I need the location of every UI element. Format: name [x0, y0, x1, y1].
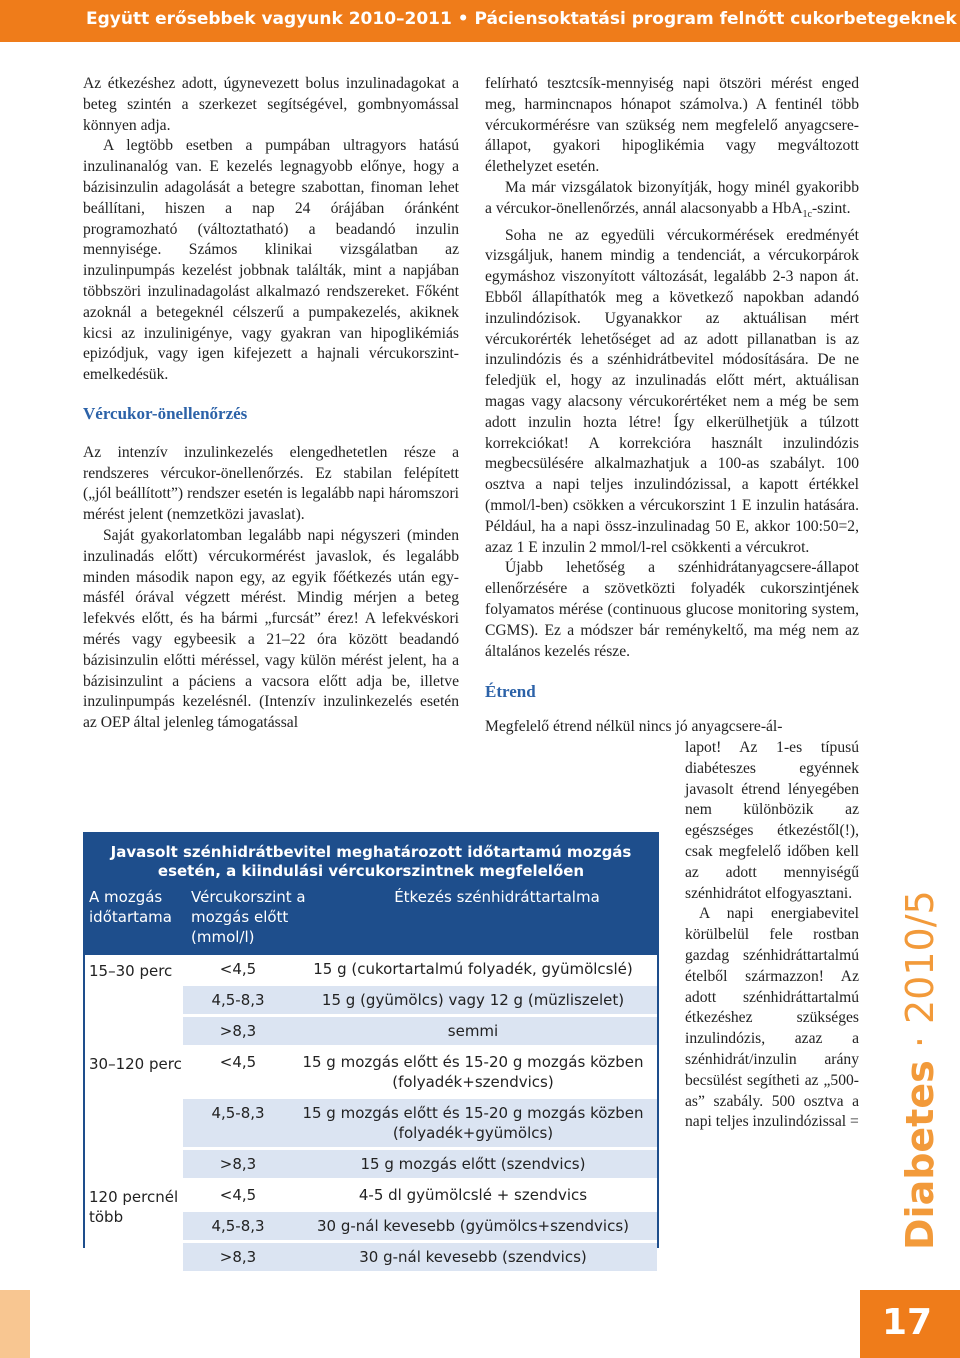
table-header-duration: A mozgás időtartama — [89, 888, 172, 926]
carb-value-cell: 4-5 dl gyümölcslé + szendvics — [358, 1186, 588, 1204]
table-row — [183, 1150, 657, 1181]
table-row — [183, 1212, 657, 1243]
glucose-level-cell: >8,3 — [219, 1155, 257, 1173]
journal-issue: · 2010/5 — [898, 890, 942, 1061]
left-column — [83, 74, 459, 734]
carb-value-cell: 15 g (gyümölcs) vagy 12 g (müzliszelet) — [321, 991, 625, 1009]
table-row — [183, 1099, 657, 1150]
group-duration-label: 120 percnél több — [85, 1181, 183, 1274]
table-row — [183, 1048, 657, 1099]
table-row — [183, 986, 657, 1017]
left-paragraph-2: A legtöbb esetben a pumpában ultragyors hatású inzulinanalóg van. E kezelés legnagyobb előnye, hogy a bázisinzulin adagolását a betegre szabottan, finoman lehet beállítani, hiszen a nap 24 órájában óránként programozható (változtatható) a beadandó inzulin mennyisége. Számos klinikai vizsgálatban az inzulinpumpás kezelést jobbnak találták, mint a napjában többszöri inzulinadagolást alkalmazó rendszereket. Főként azoknál a betegeknél célszerű a pumpakezelés, akiknek kicsi az inzulinigénye, vagy gyakran van hipoglikémiás epizódjuk, vagy igen kifejezett a hajnali vércukorszint-emelkedésük. — [83, 137, 459, 384]
right-paragraph-4: Újabb lehetőség a szénhidrátanyagcsere-állapot ellenőrzésére a szövetközti folyadék cukorszintjének folyamatos mérése (continuous glucose monitoring system, CGMS). Ez a módszer bár reménykeltő, ma még nem az általános kezelés része. — [485, 559, 859, 660]
table-header-row — [85, 887, 657, 955]
journal-sidebar-label — [898, 890, 942, 1250]
header-bar — [0, 0, 960, 42]
section-heading-diet: Étrend — [485, 682, 536, 702]
hba1c-subscript: 1c — [802, 208, 812, 220]
table-row — [183, 1017, 657, 1048]
left-paragraph-3: Az intenzív inzulinkezelés elengedhetetlen része a rendszeres vércukor-önellenőrzés. Ez stabilan felépített („jól beállított”) rendszer esetén is legalább napi háromszori mérést jelent (nemzetközi javaslat). — [83, 443, 459, 524]
diet-narrow-block — [685, 738, 859, 1133]
glucose-level-cell: 4,5-8,3 — [211, 991, 265, 1009]
carb-value-cell: 15 g (cukortartalmú folyadék, gyümölcslé) — [313, 960, 633, 978]
right-paragraph-2 — [485, 178, 859, 226]
table-header-carbs: Étkezés szénhidráttartalma — [394, 888, 600, 906]
carb-value-cell: 15 g mozgás előtt és 15-20 g mozgás közben (folyadék+gyümölcs) — [302, 1104, 644, 1142]
right-paragraph-1: felírható tesztcsík-mennyiség napi ötszöri mérést enged meg, harmincnapos hónapot számolva.) A fentinél több vércukormérésre van szükség nem megfelelő anyagcsere-állapot, gyakori hipoglikémia vagy megváltozott élethelyzet esetén. — [485, 75, 859, 176]
carb-exercise-table — [83, 832, 659, 1266]
left-paragraph-4: Saját gyakorlatomban legalább napi négyszeri (minden inzulinadás előtt) vércukormérést javaslok, és legalább minden második napon egy, az egyik főétkezés után egy-másfél órával végzett mérést. Mindig mérjen a beteg lefekvés előtt, és ha bármi „furcsát” érez! A lefekvéskori mérés vagy egybeesik a 21–22 óra között beadandó bázisinzulin előtti méréssel, vagy külön mérést jelent, ha a bázisinzulint a páciens a vacsora előtt adja be, illetve inzulinpumpás kezelésnél. (Intenzív inzulinkezelés esetén az OEP által jelenleg támogatással — [83, 526, 459, 732]
carb-value-cell: 30 g-nál kevesebb (szendvics) — [359, 1248, 587, 1266]
glucose-level-cell: >8,3 — [219, 1022, 257, 1040]
table-row — [183, 955, 657, 986]
table-row — [183, 1243, 657, 1274]
journal-name: Diabetes — [898, 1060, 942, 1250]
glucose-level-cell: <4,5 — [219, 1186, 257, 1204]
table-title: Javasolt szénhidrátbevitel meghatározott időtartamú mozgás esetén, a kiindulási vércukorszintnek megfelelően — [85, 834, 657, 887]
diet-paragraph-line1: Megfelelő étrend nélkül nincs jó anyagcsere-ál- — [485, 718, 783, 736]
glucose-level-cell: 4,5-8,3 — [211, 1217, 265, 1235]
table-row — [183, 1181, 657, 1212]
group-duration-label: 30–120 perc — [85, 1048, 183, 1181]
glucose-level-cell: >8,3 — [219, 1248, 257, 1266]
footer-corner-decoration — [0, 1290, 30, 1358]
glucose-level-cell: 4,5-8,3 — [211, 1104, 265, 1122]
right-paragraph-2-text: Ma már vizsgálatok bizonyítják, hogy minél gyakoribb a vércukor-önellenőrzés, annál alacsonyabb a HbA — [485, 178, 859, 217]
table-body — [85, 955, 657, 1274]
glucose-level-cell: <4,5 — [219, 1053, 257, 1071]
right-paragraph-2-end: -szint. — [811, 199, 851, 217]
table-group — [85, 1048, 657, 1181]
right-paragraph-3: Soha ne az egyedüli vércukormérések eredményét vizsgáljuk, hanem mindig a tendenciát, a vércukorpárok egymáshoz viszonyított változását, legalább 2-3 napon át. Ebből állapíthatók meg a következő napokban adandó inzulindózisok. Ugyanakkor az aktuálisan mért vércukorérték lehetőséget ad az adott pillanatban is az inzulindózis és a szénhidrátbevitel módosítására. De ne feledjük el, hogy az inzulinadás előtt mért, aktuálisan magas vagy alacsony vércukorértéket nem a még be sem adott inzulin hozta létre! Így elkerülhetjük a túlzott korrekciókat! A korrekcióra használt inzulindózis megbecsülésére alkalmazhatjuk a 100-as szabályt. 100 osztva a napi teljes inzulindózissal, a kapott értékkel (mmol/l-ben) csökken a vércukorszint 1 E inzulin hatására. Például, ha a napi össz-inzulinadag 50 E, akkor 100:50=2, azaz 1 E inzulin 2 mmol/l-rel csökkenti a vércukrot. — [485, 226, 859, 556]
table-header-glucose: Vércukorszint a mozgás előtt (mmol/l) — [191, 888, 306, 946]
left-paragraph-1: Az étkezéshez adott, úgynevezett bolus inzulinadagokat a beteg szintén a szerkezet segítségével, gombnyomással könnyen adja. — [83, 75, 459, 134]
table-group — [85, 955, 657, 1048]
section-heading-self-monitoring: Vércukor-önellenőrzés — [83, 403, 248, 423]
diet-paragraph-2: A napi energiabevitel körülbelül fele rostban gazdag szénhidráttartalmú ételből származzon! Az adott szénhidráttartalmú étkezéshez szükséges inzulindózis, azaz a szénhidrát/inzulin arány becsülést segítheti az „500-as” szabály. 500 osztva a napi teljes inzulindózissal = — [685, 905, 859, 1131]
header-title: Együtt erősebbek vagyunk 2010–2011 • Páciensoktatási program felnőtt cukorbetegeknek — [86, 9, 957, 29]
group-rows — [183, 1181, 657, 1274]
diet-paragraph-1: lapot! Az 1-es típusú diabéteszes egyénnek javasolt étrend lényegében nem különbözik az egészséges étkezéstől(!), csak megfelelő időben kell az adott mennyiségű szénhidrátot elfogyasztani. — [685, 739, 859, 902]
group-rows — [183, 1048, 657, 1181]
carb-value-cell: semmi — [447, 1022, 499, 1040]
carb-value-cell: 15 g mozgás előtt (szendvics) — [360, 1155, 586, 1173]
group-duration-label: 15–30 perc — [85, 955, 183, 1048]
page-number: 17 — [882, 1302, 933, 1343]
glucose-level-cell: <4,5 — [219, 960, 257, 978]
group-rows — [183, 955, 657, 1048]
carb-value-cell: 15 g mozgás előtt és 15-20 g mozgás közben (folyadék+szendvics) — [302, 1053, 644, 1091]
table-group — [85, 1181, 657, 1274]
carb-value-cell: 30 g-nál kevesebb (gyümölcs+szendvics) — [316, 1217, 629, 1235]
